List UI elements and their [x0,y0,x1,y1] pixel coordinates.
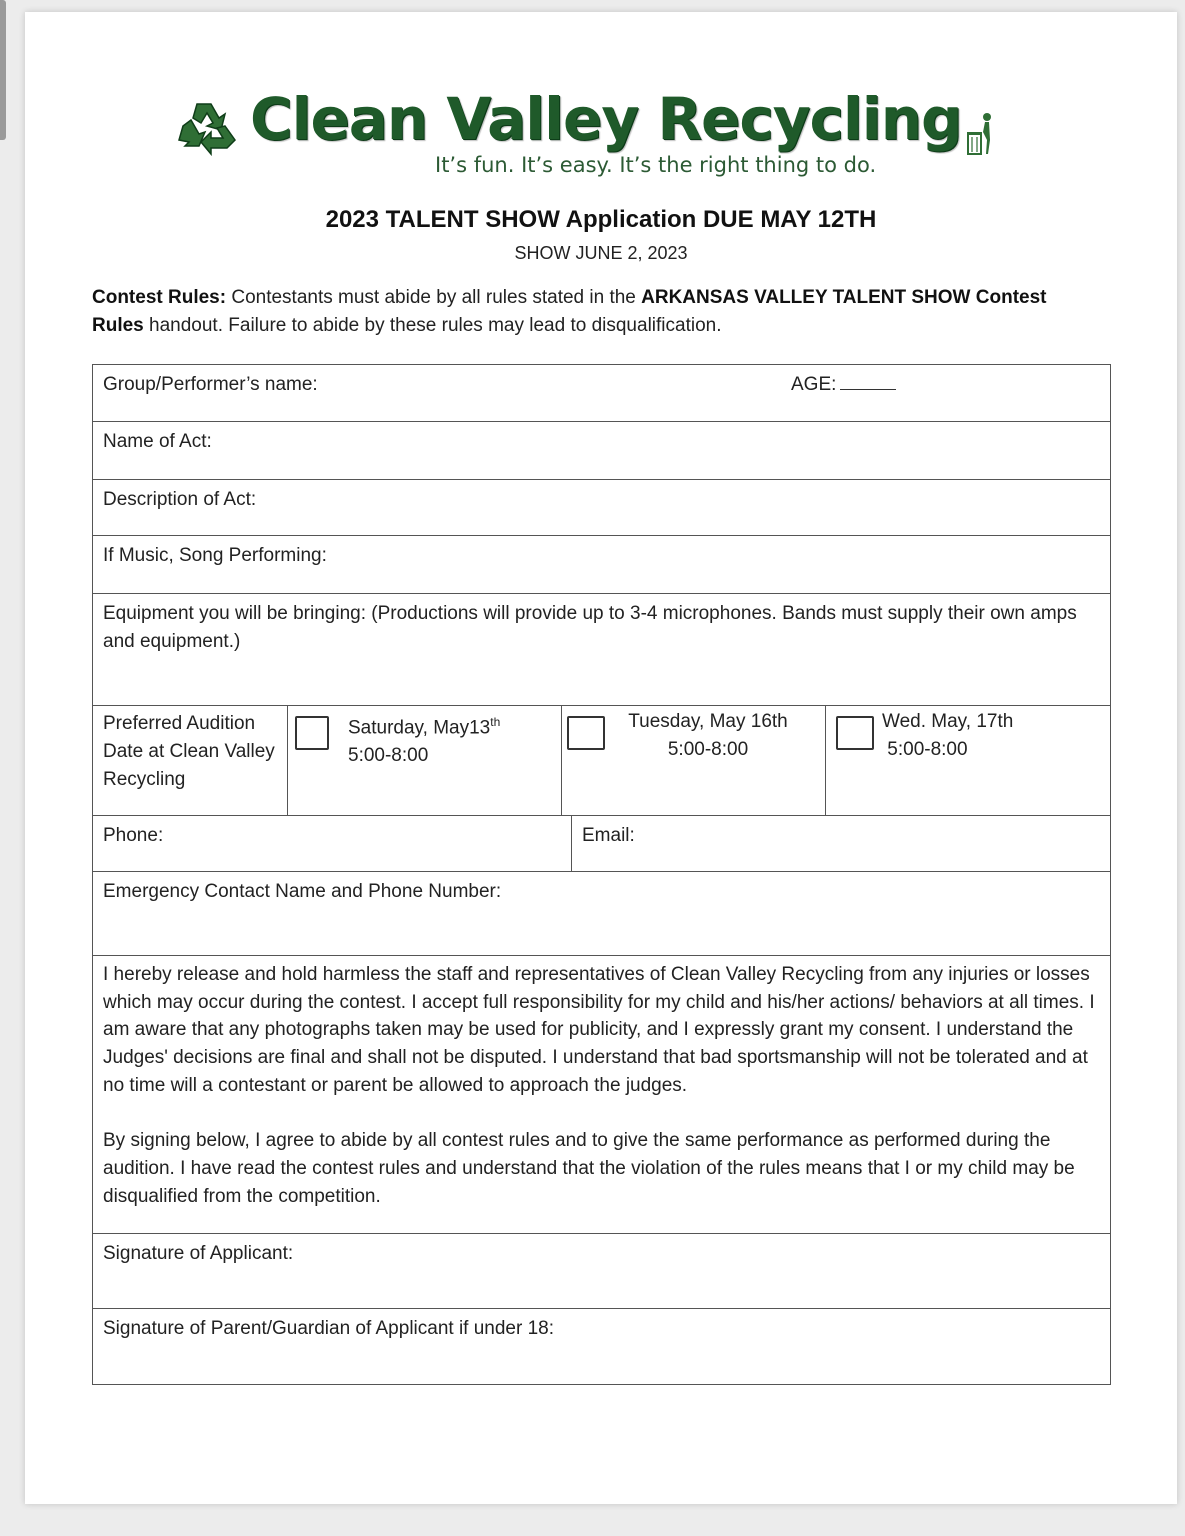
page-title: 2023 TALENT SHOW Application DUE MAY 12TH [325,206,877,233]
trash-bin-icon [965,112,995,156]
tuesday-checkbox[interactable] [567,716,605,750]
contest-rules-label: Contest Rules: [92,287,227,308]
audition-date-row [93,706,1110,816]
wednesday-time: 5:00-8:00 [887,739,968,760]
act-name-field[interactable] [93,422,1110,480]
equipment-label: Equipment you will be bringing: (Productions will provide up to 3-4 microphones. Bands must supply their own amps and equipment.) [103,603,1077,652]
saturday-time: 5:00-8:00 [348,745,429,767]
parent-signature-field[interactable] [93,1309,1110,1384]
age-label: AGE: [791,374,837,395]
scrollbar-thumb[interactable] [0,0,6,140]
applicant-signature-field[interactable] [93,1234,1110,1309]
waiver-agreement-text: By signing below, I agree to abide by all contest rules and to give the same performance as performed during the audition. I have read the contest rules and understand that the violation of the rules means that I or my child may be disqualified from the competition. [103,1130,1075,1207]
saturday-day-suffix: th [490,715,501,729]
email-label: Email: [582,825,635,846]
recycle-icon [175,96,245,158]
song-field[interactable] [93,536,1110,594]
act-description-field[interactable] [93,480,1110,536]
age-field[interactable] [791,371,896,399]
audition-label: Preferred Audition Date at Clean Valley Recycling [93,706,288,815]
applicant-signature-label: Signature of Applicant: [103,1243,294,1264]
contest-rules-text-1: Contestants must abide by all rules stated in the [226,287,642,308]
contest-rules [92,284,1092,340]
saturday-checkbox[interactable] [295,716,329,750]
tagline: It’s fun. It’s easy. It’s the right thing to do. [435,153,877,177]
tuesday-day: Tuesday, May 16th [628,711,788,732]
wednesday-day: Wed. May, 17th [882,711,1014,732]
application-form [92,364,1111,1385]
song-label: If Music, Song Performing: [103,545,327,566]
phone-label: Phone: [103,825,164,846]
act-description-label: Description of Act: [103,489,257,510]
tuesday-time: 5:00-8:00 [667,739,749,760]
performer-name-label: Group/Performer’s name: [103,374,318,395]
saturday-label [348,708,500,770]
contest-rules-handout-name: ARKANSAS VALLEY TALENT SHOW Contest Rules [92,287,1047,336]
parent-signature-label: Signature of Parent/Guardian of Applicant if under 18: [103,1318,555,1339]
emergency-contact-label: Emergency Contact Name and Phone Number: [103,881,502,902]
performer-name-field[interactable] [93,365,1110,422]
waiver-release-text: I hereby release and hold harmless the staff and representatives of Clean Valley Recycling from any injuries or losses which may occur during the contest. I accept full responsibility for my child and his/her actions/ behaviors at all times. I am aware that any photographs taken may be used for publicity, and I expressly grant my consent. I understand the Judges' decisions are final and shall not be disputed. I understand that bad sportsmanship will not be tolerated and at no time will a contestant or parent be allowed to approach the judges. [103,964,1095,1096]
email-field[interactable] [572,816,1110,871]
phone-field[interactable] [93,816,572,871]
age-blank[interactable] [840,373,896,390]
audition-option-saturday[interactable] [288,706,562,815]
contest-rules-text-2: handout. Failure to abide by these rules may lead to disqualification. [143,315,722,336]
org-name: Clean Valley Recycling [250,85,962,153]
saturday-day: Saturday, May13 [348,717,491,739]
wednesday-checkbox[interactable] [836,716,874,750]
show-date: SHOW JUNE 2, 2023 [514,243,688,263]
logo [175,85,1035,190]
document-page [25,12,1177,1504]
emergency-contact-field[interactable] [93,872,1110,956]
waiver-section [93,956,1110,1234]
audition-option-tuesday[interactable] [562,706,826,815]
contact-row [93,816,1110,872]
equipment-field[interactable] [93,594,1110,706]
act-name-label: Name of Act: [103,431,212,452]
tuesday-label [620,708,796,764]
wednesday-label [882,708,1013,764]
audition-option-wednesday[interactable] [826,706,1109,815]
